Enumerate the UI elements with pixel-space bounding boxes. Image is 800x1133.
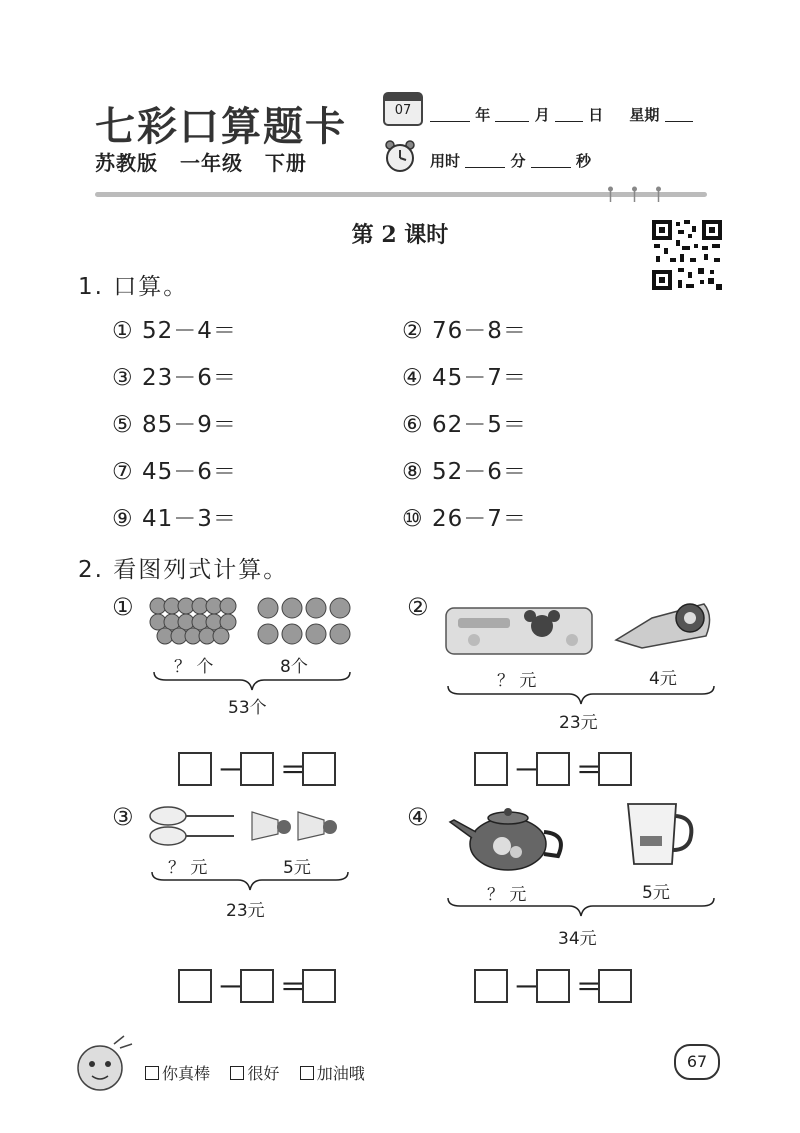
item-4-equation [474,967,632,1004]
divider-tick-icon [631,186,638,202]
item-4-brace [446,896,716,918]
answer-box[interactable] [240,752,274,786]
minus-sign: － [514,756,541,786]
answer-box[interactable] [302,752,336,786]
item-3-equation [178,967,336,1004]
item-3-known-label: 5元 [283,858,311,878]
answer-box[interactable] [536,752,570,786]
minutes-blank[interactable] [465,153,505,168]
item-4-total-label: 34元 [558,929,597,949]
minus-sign: － [218,756,245,786]
equals-sign: ＝ [280,756,307,786]
time-line [430,150,591,171]
equals-sign: ＝ [576,973,603,1003]
item-2-known-label: 4元 [649,669,677,689]
answer-box[interactable] [598,752,632,786]
problem-5: ⑤ 85－9＝ [112,412,237,438]
qr-code-icon[interactable] [650,218,724,292]
equals-sign: ＝ [576,756,603,786]
problem-6: ⑥ 62－5＝ [402,412,527,438]
item-2-equation [474,750,632,787]
item-3-number: ③ [112,803,134,831]
weekday-blank[interactable] [665,107,693,122]
item-1-brace [152,670,352,692]
answer-box[interactable] [240,969,274,1003]
question-2-title: 2. 看图列式计算。 [78,557,289,583]
calendar-icon [383,92,423,126]
calendar-day: 07 [394,103,412,118]
year-label: 年 [475,106,491,124]
item-3-unknown-label: ？ 元 [168,858,208,878]
shuttlecocks-icon [248,804,344,846]
cup-icon [622,800,698,868]
answer-box[interactable] [474,752,508,786]
answer-box[interactable] [302,969,336,1003]
checkbox-icon[interactable] [230,1066,244,1080]
problem-4: ④ 45－7＝ [402,365,527,391]
checkbox-icon[interactable] [145,1066,159,1080]
rating-options [145,1061,365,1084]
badminton-rackets-icon [148,804,238,848]
month-label: 月 [534,106,550,124]
pencil-case-icon [444,604,594,658]
correction-tape-icon [612,596,716,654]
question-1-title: 1. 口算。 [78,274,189,300]
day-label: 日 [588,106,604,124]
item-3-brace [150,870,350,892]
item-2-number: ② [407,593,429,621]
minus-sign: － [514,973,541,1003]
apple-group-icon [148,592,240,650]
problem-9: ⑨ 41－3＝ [112,506,237,532]
item-1-number: ① [112,593,134,621]
equals-sign: ＝ [280,973,307,1003]
item-4-number: ④ [407,803,429,831]
item-4-known-label: 5元 [642,883,670,903]
eight-apples-icon [256,594,352,650]
problem-1: ① 52－4＝ [112,318,237,344]
divider-tick-icon [655,186,662,202]
item-2-brace [446,684,716,706]
problem-7: ⑦ 45－6＝ [112,459,237,485]
rating-option-good[interactable]: 很好 [230,1064,279,1083]
item-4-unknown-label: ？ 元 [487,885,527,905]
seconds-label: 秒 [575,152,591,170]
seconds-blank[interactable] [531,153,571,168]
header-divider [95,192,707,197]
time-used-label: 用时 [430,152,461,170]
problem-10: ⑩ 26－7＝ [402,506,527,532]
answer-box[interactable] [178,969,212,1003]
year-blank[interactable] [430,107,470,122]
item-2-unknown-label: ？ 元 [497,671,537,691]
alarm-clock-icon [383,139,417,173]
item-1-total-label: 53个 [228,698,267,718]
minutes-label: 分 [510,152,526,170]
rating-option-great[interactable]: 你真棒 [145,1064,210,1083]
problem-2: ② 76－8＝ [402,318,527,344]
edition-subtitle: 苏教版 一年级 下册 [95,151,307,175]
divider-tick-icon [607,186,614,202]
answer-box[interactable] [474,969,508,1003]
problem-3: ③ 23－6＝ [112,365,237,391]
item-3-total-label: 23元 [226,901,265,921]
item-1-equation [178,750,336,787]
month-blank[interactable] [495,107,529,122]
checkbox-icon[interactable] [300,1066,314,1080]
day-blank[interactable] [555,107,583,122]
rating-option-keep-going[interactable]: 加油哦 [300,1064,365,1083]
item-1-known-label: 8个 [280,657,308,677]
problem-8: ⑧ 52－6＝ [402,459,527,485]
brand-title: 七彩口算题卡 [95,103,347,150]
item-1-unknown-label: ？ 个 [174,657,214,677]
answer-box[interactable] [536,969,570,1003]
weekday-label: 星期 [629,106,660,124]
minus-sign: － [218,973,245,1003]
date-line [430,104,693,125]
answer-box[interactable] [598,969,632,1003]
page-number: 67 [674,1044,720,1080]
item-2-total-label: 23元 [559,713,598,733]
cartoon-mascot-icon [70,1030,136,1096]
teapot-icon [446,804,570,874]
answer-box[interactable] [178,752,212,786]
lesson-title: 第 2 课时 [351,222,449,248]
